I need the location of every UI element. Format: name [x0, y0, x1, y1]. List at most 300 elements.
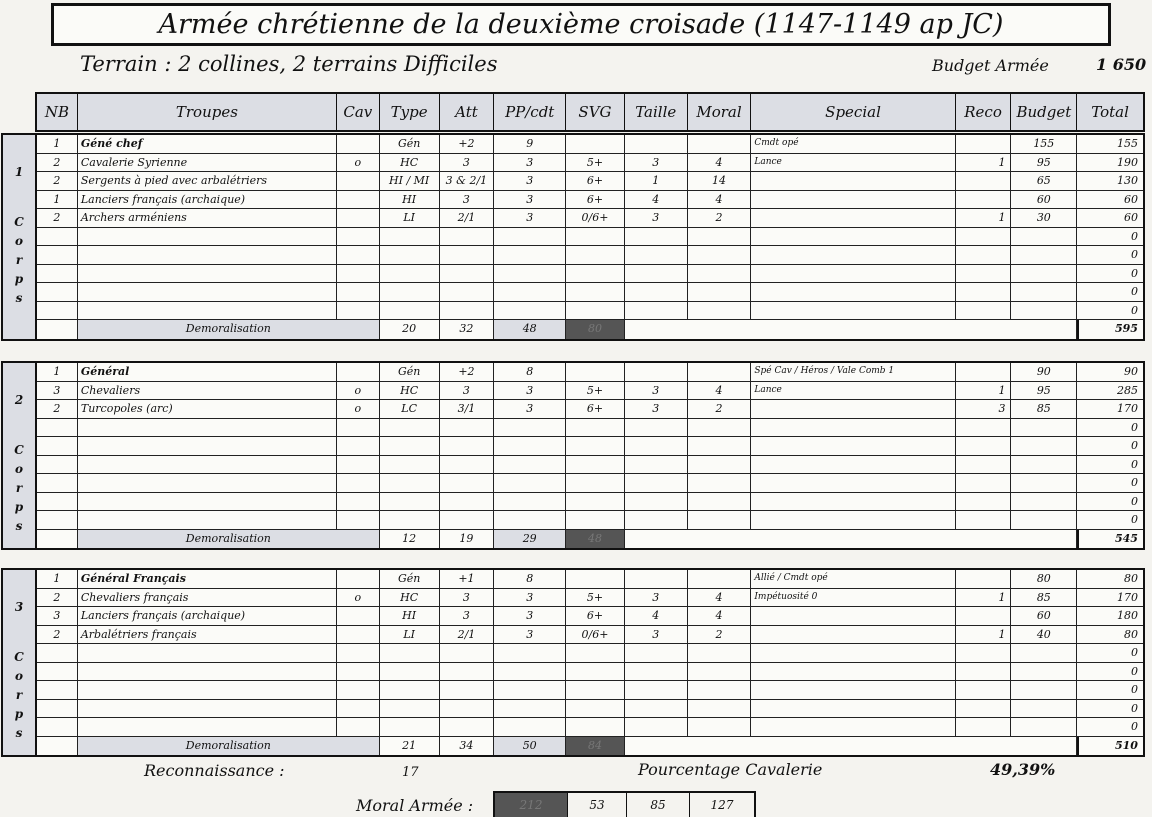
cell-type[interactable]: Gén	[380, 135, 440, 153]
cell-svg[interactable]	[566, 663, 625, 681]
cell-troupes[interactable]	[78, 681, 337, 699]
cell-att[interactable]	[440, 681, 495, 699]
cell-reco[interactable]	[956, 172, 1012, 190]
cell-moral[interactable]	[688, 302, 752, 320]
cell-cav[interactable]: o	[337, 382, 380, 400]
cell-troupes[interactable]: Lanciers français (archaique)	[78, 191, 337, 209]
cell-type[interactable]: HC	[380, 154, 440, 172]
cell-special[interactable]	[751, 456, 955, 474]
cell-budget[interactable]	[1011, 718, 1077, 736]
cell-nb[interactable]: 2	[37, 209, 78, 227]
cell-troupes[interactable]: Cavalerie Syrienne	[78, 154, 337, 172]
cell-troupes[interactable]	[78, 419, 337, 437]
cell-troupes[interactable]: Général	[78, 363, 337, 381]
cell-cav[interactable]: o	[337, 400, 380, 418]
cell-nb[interactable]: 1	[37, 191, 78, 209]
cell-moral[interactable]: 4	[688, 382, 752, 400]
cell-special[interactable]	[751, 644, 955, 662]
cell-cav[interactable]	[337, 172, 380, 190]
cell-att[interactable]	[440, 246, 495, 264]
cell-total[interactable]: 0	[1130, 229, 1138, 243]
cell-pp[interactable]	[494, 456, 566, 474]
cell-troupes[interactable]: Chevaliers	[78, 382, 337, 400]
cell-nb[interactable]	[37, 493, 78, 511]
cell-reco[interactable]	[956, 246, 1012, 264]
cell-pp[interactable]	[494, 302, 566, 320]
cell-pp[interactable]: 3	[494, 172, 566, 190]
cell-reco[interactable]	[956, 228, 1012, 246]
cell-budget[interactable]	[1011, 419, 1077, 437]
cell-svg[interactable]: 5+	[566, 382, 625, 400]
cell-moral[interactable]: 4	[688, 607, 752, 625]
cell-att[interactable]	[440, 644, 495, 662]
cell-budget[interactable]	[1011, 511, 1077, 529]
cell-budget[interactable]	[1011, 681, 1077, 699]
cell-cav[interactable]	[337, 437, 380, 455]
cell-moral[interactable]: 2	[688, 209, 752, 227]
cell-total[interactable]: 130	[1116, 174, 1138, 187]
cell-pp[interactable]: 3	[494, 607, 566, 625]
cell-type[interactable]: HI / MI	[380, 172, 440, 190]
cell-total[interactable]: 190	[1116, 155, 1138, 169]
cell-troupes[interactable]	[78, 700, 337, 718]
cell-att[interactable]: +2	[440, 363, 495, 381]
cell-nb[interactable]	[37, 644, 78, 662]
cell-pp[interactable]	[494, 700, 566, 718]
cell-taille[interactable]	[625, 663, 688, 681]
cell-att[interactable]: 3	[440, 154, 495, 172]
cell-taille[interactable]	[625, 265, 688, 283]
cell-svg[interactable]: 6+	[566, 400, 625, 418]
cell-att[interactable]: +2	[440, 135, 495, 153]
cell-svg[interactable]: 6+	[566, 607, 625, 625]
cell-reco[interactable]	[956, 456, 1012, 474]
cell-taille[interactable]: 1	[625, 172, 688, 190]
cell-special[interactable]: Cmdt opé	[751, 135, 955, 153]
cell-total[interactable]: 0	[1130, 420, 1138, 434]
cell-moral[interactable]: 14	[688, 172, 752, 190]
cell-taille[interactable]	[625, 228, 688, 246]
cell-reco[interactable]	[956, 302, 1012, 320]
cell-svg[interactable]	[566, 135, 625, 153]
cell-taille[interactable]	[625, 456, 688, 474]
cell-att[interactable]: 2/1	[440, 209, 495, 227]
cell-special[interactable]	[751, 437, 955, 455]
cell-special[interactable]	[751, 511, 955, 529]
cell-budget[interactable]	[1011, 474, 1077, 492]
cell-reco[interactable]	[956, 437, 1012, 455]
cell-troupes[interactable]	[78, 228, 337, 246]
cell-nb[interactable]: 2	[37, 172, 78, 190]
cell-nb[interactable]: 1	[37, 363, 78, 381]
cell-total[interactable]: 0	[1130, 266, 1138, 280]
cell-special[interactable]	[751, 663, 955, 681]
cell-reco[interactable]	[956, 493, 1012, 511]
cell-troupes[interactable]	[78, 493, 337, 511]
cell-svg[interactable]	[566, 437, 625, 455]
cell-nb[interactable]	[37, 663, 78, 681]
cell-moral[interactable]	[688, 363, 752, 381]
cell-troupes[interactable]: Lanciers français (archaique)	[78, 607, 337, 625]
cell-nb[interactable]	[37, 437, 78, 455]
cell-total[interactable]: 80	[1123, 572, 1138, 585]
cell-troupes[interactable]: Géné chef	[78, 135, 337, 153]
cell-budget[interactable]	[1011, 700, 1077, 718]
cell-moral[interactable]: 4	[688, 154, 752, 172]
cell-cav[interactable]	[337, 209, 380, 227]
cell-type[interactable]	[380, 718, 440, 736]
cell-nb[interactable]	[37, 700, 78, 718]
cell-total[interactable]: 0	[1130, 303, 1138, 317]
cell-cav[interactable]	[337, 700, 380, 718]
cell-att[interactable]	[440, 456, 495, 474]
cell-nb[interactable]	[37, 265, 78, 283]
cell-total[interactable]: 80	[1123, 627, 1138, 641]
cell-type[interactable]	[380, 700, 440, 718]
cell-type[interactable]: Gén	[380, 363, 440, 381]
cell-cav[interactable]	[337, 626, 380, 644]
cell-svg[interactable]	[566, 283, 625, 301]
cell-reco[interactable]	[956, 191, 1012, 209]
cell-moral[interactable]	[688, 283, 752, 301]
cell-svg[interactable]	[566, 246, 625, 264]
cell-att[interactable]	[440, 700, 495, 718]
cell-type[interactable]	[380, 474, 440, 492]
cell-taille[interactable]	[625, 681, 688, 699]
cell-svg[interactable]	[566, 570, 625, 588]
cell-total[interactable]: 170	[1116, 590, 1138, 604]
cell-att[interactable]	[440, 228, 495, 246]
cell-budget[interactable]	[1011, 663, 1077, 681]
cell-att[interactable]	[440, 493, 495, 511]
cell-svg[interactable]: 6+	[566, 191, 625, 209]
cell-pp[interactable]	[494, 228, 566, 246]
cell-pp[interactable]	[494, 644, 566, 662]
cell-nb[interactable]	[37, 456, 78, 474]
cell-taille[interactable]: 4	[625, 607, 688, 625]
cell-reco[interactable]: 1	[956, 209, 1012, 227]
cell-budget[interactable]	[1011, 302, 1077, 320]
cell-pp[interactable]: 3	[494, 626, 566, 644]
cell-reco[interactable]: 3	[956, 400, 1012, 418]
cell-type[interactable]	[380, 228, 440, 246]
cell-reco[interactable]: 1	[956, 589, 1012, 607]
cell-special[interactable]	[751, 246, 955, 264]
cell-special[interactable]	[751, 474, 955, 492]
cell-nb[interactable]	[37, 419, 78, 437]
cell-total[interactable]: 170	[1116, 402, 1138, 415]
cell-budget[interactable]: 85	[1011, 589, 1077, 607]
cell-cav[interactable]	[337, 456, 380, 474]
cell-reco[interactable]	[956, 700, 1012, 718]
cell-cav[interactable]	[337, 681, 380, 699]
cell-taille[interactable]: 3	[625, 154, 688, 172]
cell-reco[interactable]	[956, 363, 1012, 381]
cell-cav[interactable]	[337, 246, 380, 264]
cell-budget[interactable]	[1011, 283, 1077, 301]
cell-budget[interactable]: 60	[1011, 607, 1077, 625]
cell-special[interactable]	[751, 400, 955, 418]
cell-reco[interactable]	[956, 419, 1012, 437]
cell-troupes[interactable]: Turcopoles (arc)	[78, 400, 337, 418]
cell-special[interactable]: Allié / Cmdt opé	[751, 570, 955, 588]
cell-taille[interactable]: 4	[625, 191, 688, 209]
cell-pp[interactable]	[494, 283, 566, 301]
cell-total[interactable]: 90	[1123, 365, 1138, 378]
cell-taille[interactable]: 3	[625, 382, 688, 400]
cell-budget[interactable]	[1011, 437, 1077, 455]
cell-att[interactable]: 3	[440, 589, 495, 607]
cell-special[interactable]	[751, 607, 955, 625]
cell-troupes[interactable]	[78, 246, 337, 264]
cell-taille[interactable]	[625, 363, 688, 381]
cell-svg[interactable]	[566, 718, 625, 736]
cell-troupes[interactable]: Arbalétriers français	[78, 626, 337, 644]
cell-reco[interactable]	[956, 511, 1012, 529]
cell-type[interactable]	[380, 456, 440, 474]
cell-taille[interactable]	[625, 700, 688, 718]
cell-reco[interactable]	[956, 663, 1012, 681]
cell-pp[interactable]	[494, 493, 566, 511]
cell-taille[interactable]	[625, 302, 688, 320]
cell-special[interactable]: Impétuosité 0	[751, 589, 955, 607]
cell-moral[interactable]: 2	[688, 400, 752, 418]
cell-att[interactable]	[440, 419, 495, 437]
cell-troupes[interactable]: Archers arméniens	[78, 209, 337, 227]
cell-cav[interactable]	[337, 493, 380, 511]
cell-special[interactable]	[751, 191, 955, 209]
cell-moral[interactable]	[688, 265, 752, 283]
cell-total[interactable]: 0	[1130, 720, 1138, 733]
cell-moral[interactable]	[688, 437, 752, 455]
cell-type[interactable]	[380, 419, 440, 437]
cell-reco[interactable]: 1	[956, 382, 1012, 400]
cell-moral[interactable]	[688, 511, 752, 529]
cell-troupes[interactable]: Sergents à pied avec arbalétriers	[78, 172, 337, 190]
cell-nb[interactable]: 2	[37, 589, 78, 607]
cell-budget[interactable]: 90	[1011, 363, 1077, 381]
cell-pp[interactable]	[494, 419, 566, 437]
cell-moral[interactable]	[688, 718, 752, 736]
cell-special[interactable]	[751, 700, 955, 718]
cell-nb[interactable]	[37, 283, 78, 301]
cell-total[interactable]: 0	[1130, 457, 1138, 471]
cell-cav[interactable]	[337, 265, 380, 283]
cell-svg[interactable]	[566, 511, 625, 529]
cell-reco[interactable]	[956, 570, 1012, 588]
cell-taille[interactable]	[625, 437, 688, 455]
cell-att[interactable]	[440, 302, 495, 320]
cell-special[interactable]	[751, 419, 955, 437]
cell-nb[interactable]	[37, 681, 78, 699]
cell-special[interactable]	[751, 718, 955, 736]
cell-total[interactable]: 0	[1130, 701, 1138, 715]
cell-moral[interactable]	[688, 246, 752, 264]
cell-special[interactable]	[751, 302, 955, 320]
cell-special[interactable]	[751, 172, 955, 190]
cell-moral[interactable]	[688, 474, 752, 492]
cell-budget[interactable]: 40	[1011, 626, 1077, 644]
cell-total[interactable]: 0	[1130, 248, 1138, 261]
cell-troupes[interactable]	[78, 302, 337, 320]
cell-troupes[interactable]: Chevaliers français	[78, 589, 337, 607]
cell-svg[interactable]	[566, 456, 625, 474]
cell-total[interactable]: 0	[1130, 439, 1138, 452]
cell-budget[interactable]: 85	[1011, 400, 1077, 418]
cell-moral[interactable]: 4	[688, 191, 752, 209]
cell-taille[interactable]	[625, 135, 688, 153]
cell-type[interactable]	[380, 246, 440, 264]
cell-type[interactable]: LC	[380, 400, 440, 418]
cell-nb[interactable]: 2	[37, 154, 78, 172]
cell-nb[interactable]	[37, 302, 78, 320]
cell-type[interactable]	[380, 493, 440, 511]
cell-total[interactable]: 0	[1130, 513, 1138, 526]
cell-troupes[interactable]	[78, 474, 337, 492]
cell-taille[interactable]	[625, 644, 688, 662]
cell-total[interactable]: 60	[1123, 211, 1138, 224]
cell-special[interactable]: Spé Cav / Héros / Vale Comb 1	[751, 363, 955, 381]
cell-reco[interactable]	[956, 718, 1012, 736]
cell-cav[interactable]	[337, 644, 380, 662]
cell-reco[interactable]	[956, 283, 1012, 301]
cell-special[interactable]: Lance	[751, 382, 955, 400]
cell-taille[interactable]: 3	[625, 626, 688, 644]
cell-pp[interactable]	[494, 265, 566, 283]
cell-att[interactable]: 3 & 2/1	[440, 172, 495, 190]
cell-budget[interactable]	[1011, 493, 1077, 511]
cell-pp[interactable]: 3	[494, 191, 566, 209]
cell-cav[interactable]: o	[337, 589, 380, 607]
cell-svg[interactable]	[566, 228, 625, 246]
cell-taille[interactable]	[625, 570, 688, 588]
cell-troupes[interactable]	[78, 718, 337, 736]
cell-svg[interactable]	[566, 265, 625, 283]
cell-budget[interactable]: 60	[1011, 191, 1077, 209]
cell-troupes[interactable]	[78, 437, 337, 455]
cell-att[interactable]	[440, 474, 495, 492]
cell-moral[interactable]	[688, 570, 752, 588]
cell-att[interactable]	[440, 718, 495, 736]
cell-budget[interactable]: 30	[1011, 209, 1077, 227]
cell-type[interactable]: LI	[380, 209, 440, 227]
cell-moral[interactable]	[688, 493, 752, 511]
cell-troupes[interactable]	[78, 644, 337, 662]
cell-cav[interactable]	[337, 718, 380, 736]
cell-svg[interactable]	[566, 474, 625, 492]
cell-att[interactable]	[440, 265, 495, 283]
cell-reco[interactable]	[956, 681, 1012, 699]
cell-total[interactable]: 0	[1130, 476, 1138, 489]
cell-taille[interactable]	[625, 474, 688, 492]
cell-type[interactable]: Gén	[380, 570, 440, 588]
cell-nb[interactable]	[37, 228, 78, 246]
cell-special[interactable]	[751, 265, 955, 283]
cell-nb[interactable]	[37, 511, 78, 529]
cell-budget[interactable]: 65	[1011, 172, 1077, 190]
cell-svg[interactable]: 0/6+	[566, 626, 625, 644]
cell-moral[interactable]	[688, 700, 752, 718]
cell-taille[interactable]	[625, 511, 688, 529]
cell-att[interactable]: 3	[440, 607, 495, 625]
cell-special[interactable]	[751, 681, 955, 699]
cell-budget[interactable]: 80	[1011, 570, 1077, 588]
cell-type[interactable]	[380, 283, 440, 301]
cell-svg[interactable]	[566, 302, 625, 320]
cell-type[interactable]	[380, 265, 440, 283]
cell-total[interactable]: 285	[1116, 383, 1138, 397]
cell-pp[interactable]: 3	[494, 589, 566, 607]
cell-special[interactable]	[751, 626, 955, 644]
cell-pp[interactable]	[494, 681, 566, 699]
cell-cav[interactable]: o	[337, 154, 380, 172]
cell-budget[interactable]: 155	[1011, 135, 1077, 153]
cell-cav[interactable]	[337, 228, 380, 246]
cell-cav[interactable]	[337, 283, 380, 301]
cell-total[interactable]: 0	[1130, 494, 1138, 508]
cell-pp[interactable]	[494, 511, 566, 529]
cell-cav[interactable]	[337, 302, 380, 320]
cell-budget[interactable]	[1011, 456, 1077, 474]
cell-svg[interactable]	[566, 493, 625, 511]
cell-troupes[interactable]	[78, 283, 337, 301]
cell-att[interactable]	[440, 511, 495, 529]
cell-taille[interactable]: 3	[625, 209, 688, 227]
cell-cav[interactable]	[337, 570, 380, 588]
cell-svg[interactable]: 5+	[566, 154, 625, 172]
cell-type[interactable]	[380, 302, 440, 320]
cell-pp[interactable]	[494, 246, 566, 264]
cell-pp[interactable]: 3	[494, 400, 566, 418]
cell-moral[interactable]	[688, 456, 752, 474]
cell-troupes[interactable]	[78, 265, 337, 283]
cell-pp[interactable]: 9	[494, 135, 566, 153]
cell-pp[interactable]: 3	[494, 382, 566, 400]
cell-special[interactable]: Lance	[751, 154, 955, 172]
cell-svg[interactable]	[566, 681, 625, 699]
cell-taille[interactable]	[625, 283, 688, 301]
cell-cav[interactable]	[337, 419, 380, 437]
cell-svg[interactable]	[566, 363, 625, 381]
cell-type[interactable]	[380, 663, 440, 681]
cell-type[interactable]	[380, 511, 440, 529]
cell-pp[interactable]	[494, 474, 566, 492]
cell-budget[interactable]	[1011, 228, 1077, 246]
cell-reco[interactable]	[956, 474, 1012, 492]
cell-taille[interactable]: 3	[625, 400, 688, 418]
cell-svg[interactable]	[566, 419, 625, 437]
cell-troupes[interactable]	[78, 663, 337, 681]
cell-pp[interactable]	[494, 718, 566, 736]
cell-pp[interactable]: 3	[494, 209, 566, 227]
cell-type[interactable]: HI	[380, 607, 440, 625]
cell-nb[interactable]	[37, 718, 78, 736]
cell-cav[interactable]	[337, 663, 380, 681]
cell-pp[interactable]: 8	[494, 363, 566, 381]
cell-reco[interactable]	[956, 607, 1012, 625]
cell-total[interactable]: 180	[1116, 609, 1138, 622]
cell-special[interactable]	[751, 228, 955, 246]
cell-moral[interactable]	[688, 663, 752, 681]
cell-moral[interactable]	[688, 135, 752, 153]
cell-svg[interactable]: 5+	[566, 589, 625, 607]
cell-taille[interactable]: 3	[625, 589, 688, 607]
cell-cav[interactable]	[337, 135, 380, 153]
cell-taille[interactable]	[625, 493, 688, 511]
cell-pp[interactable]: 3	[494, 154, 566, 172]
cell-reco[interactable]	[956, 135, 1012, 153]
cell-svg[interactable]: 0/6+	[566, 209, 625, 227]
